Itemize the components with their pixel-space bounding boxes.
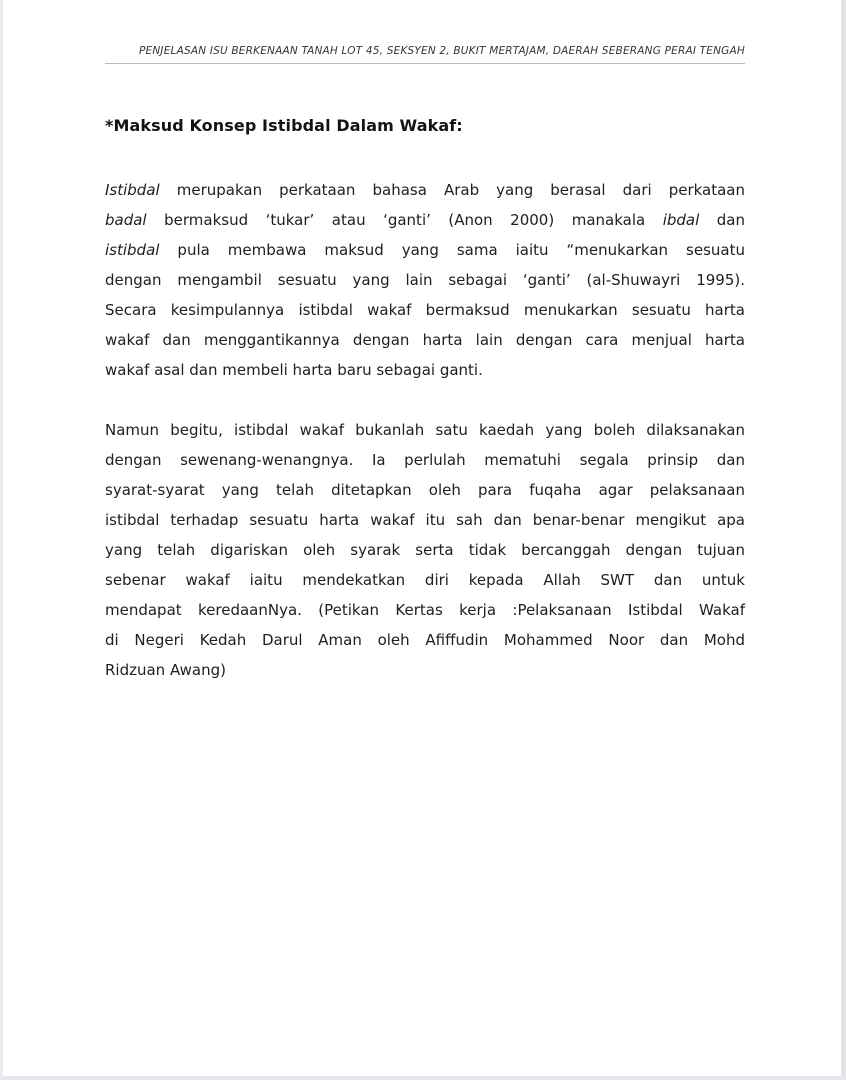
paragraph bbox=[105, 415, 745, 685]
text-line: Istibdal merupakan perkataan bahasa Arab yang berasal dari perkataan bbox=[105, 181, 745, 199]
text-line: yang telah digariskan oleh syarak serta tidak bercanggah dengan tujuan bbox=[105, 541, 745, 559]
text-line: badal bermaksud ‘tukar’ atau ‘ganti’ (Anon 2000) manakala ibdal dan bbox=[105, 211, 745, 229]
text-line: sebenar wakaf iaitu mendekatkan diri kepada Allah SWT dan untuk bbox=[105, 571, 745, 589]
text-line: istibdal terhadap sesuatu harta wakaf itu sah dan benar-benar mengikut apa bbox=[105, 511, 745, 529]
text-line: wakaf asal dan membeli harta baru sebagai ganti. bbox=[105, 361, 483, 379]
running-header: PENJELASAN ISU BERKENAAN TANAH LOT 45, SEKSYEN 2, BUKIT MERTAJAM, DAERAH SEBERANG PERAI TENGAH bbox=[138, 45, 745, 57]
section-heading: *Maksud Konsep Istibdal Dalam Wakaf: bbox=[105, 116, 463, 135]
page-content bbox=[3, 0, 841, 685]
text-line: dengan mengambil sesuatu yang lain sebagai ‘ganti’ (al-Shuwayri 1995). bbox=[105, 271, 745, 289]
text-line: wakaf dan menggantikannya dengan harta lain dengan cara menjual harta bbox=[105, 331, 745, 349]
text-line: syarat-syarat yang telah ditetapkan oleh para fuqaha agar pelaksanaan bbox=[105, 481, 745, 499]
text-line: istibdal pula membawa maksud yang sama iaitu “menukarkan sesuatu bbox=[105, 241, 745, 259]
text-line: dengan sewenang-wenangnya. Ia perlulah mematuhi segala prinsip dan bbox=[105, 451, 745, 469]
paragraph bbox=[105, 175, 745, 385]
text-line: mendapat keredaanNya. (Petikan Kertas kerja :Pelaksanaan Istibdal Wakaf bbox=[105, 601, 745, 619]
header-rule bbox=[105, 63, 745, 64]
text-line: Namun begitu, istibdal wakaf bukanlah satu kaedah yang boleh dilaksanakan bbox=[105, 421, 745, 439]
document-body bbox=[105, 175, 745, 685]
text-line: di Negeri Kedah Darul Aman oleh Afiffudin Mohammed Noor dan Mohd bbox=[105, 631, 745, 649]
text-line: Ridzuan Awang) bbox=[105, 661, 226, 679]
text-line: Secara kesimpulannya istibdal wakaf bermaksud menukarkan sesuatu harta bbox=[105, 301, 745, 319]
